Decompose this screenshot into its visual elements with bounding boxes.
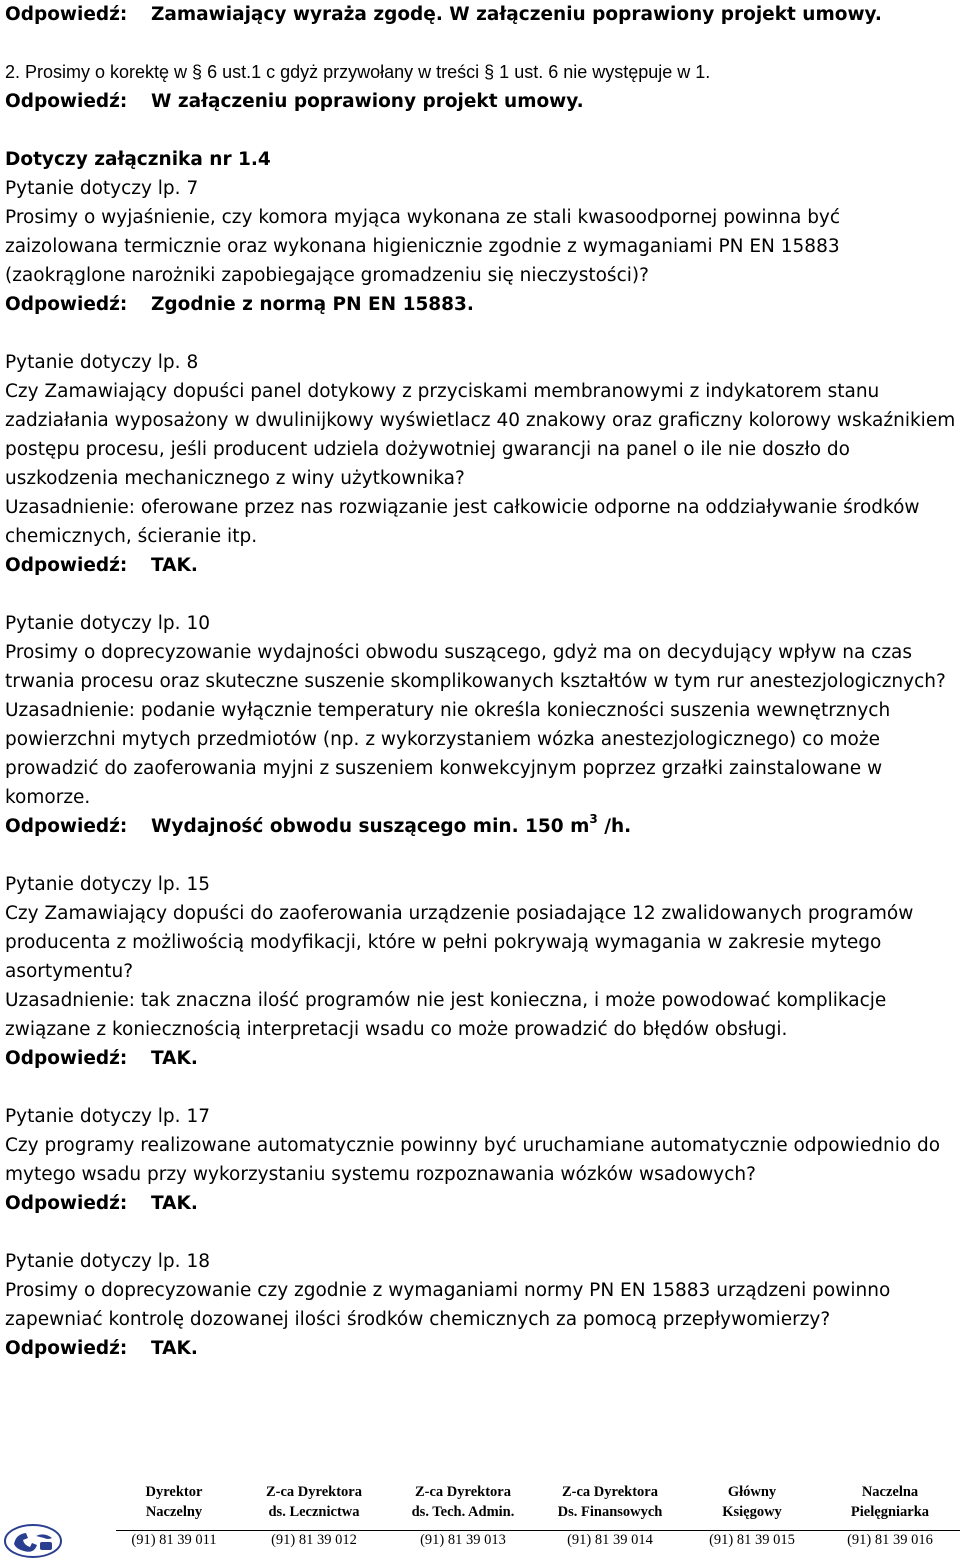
answer-line [5, 1189, 955, 1218]
question-heading: Pytanie dotyczy lp. 17 [5, 1106, 210, 1127]
answer-text: Zgodnie z normą PN EN 15883. [151, 294, 474, 315]
question-text: asortymentu? [5, 961, 134, 982]
footer-column-pielegniarka [834, 1482, 946, 1549]
answer-text: Zamawiający wyraża zgodę. W załączeniu poprawiony projekt umowy. [151, 4, 882, 25]
section-heading: Dotyczy załącznika nr 1.4 [5, 149, 271, 170]
question-text: Prosimy o doprecyzowanie wydajności obwodu suszącego, gdyż ma on decydujący wpływ na czas [5, 642, 913, 663]
footer-phone: (91) 81 39 015 [709, 1532, 795, 1548]
question-text: 2. Prosimy o korektę w § 6 ust.1 c gdyż przywołany w treści § 1 ust. 6 nie występuje w 1. [5, 62, 711, 82]
answer-label: Odpowiedź: [5, 91, 128, 112]
question-heading: Pytanie dotyczy lp. 10 [5, 613, 210, 634]
question-text: (zaokrąglone narożniki zapobiegające gromadzeniu się nieczystości)? [5, 265, 649, 286]
footer-title: Naczelna [861, 1484, 919, 1500]
question-text: zadziałania wyposażony w dwulinijkowy wyświetlacz 40 znakowy oraz graficzny kolorowy wskaźnikiem [5, 410, 956, 431]
question-heading: Pytanie dotyczy lp. 8 [5, 352, 199, 373]
footer-column-tech-admin [402, 1482, 524, 1549]
letterhead-footer [0, 1482, 960, 1562]
phone-icon [4, 1524, 62, 1558]
footer-phone: (91) 81 39 013 [420, 1532, 506, 1548]
footer-title: Naczelny [145, 1504, 203, 1520]
question-text: Czy Zamawiający dopuści do zaoferowania urządzenie posiadające 12 zwalidowanych programów [5, 903, 914, 924]
footer-phone: (91) 81 39 016 [847, 1532, 933, 1548]
footer-column-dyrektor [118, 1482, 230, 1549]
footer-title: ds. Tech. Admin. [411, 1504, 515, 1520]
footer-title: Ds. Finansowych [557, 1504, 663, 1520]
question-heading: Pytanie dotyczy lp. 18 [5, 1251, 210, 1272]
question-text: mytego wsadu przy wykorzystaniu systemu rozpoznawania wózków wsadowych? [5, 1164, 756, 1185]
question-text: Czy Zamawiający dopuści panel dotykowy z przyciskami membranowymi z indykatorem stanu [5, 381, 880, 402]
answer-line [5, 812, 955, 841]
footer-title: Księgowy [722, 1504, 782, 1520]
answer-label: Odpowiedź: [5, 1048, 128, 1069]
answer-text-unit: /h. [597, 816, 632, 837]
question-text: Prosimy o doprecyzowanie czy zgodnie z wymaganiami normy PN EN 15883 urządzeni powinno [5, 1280, 891, 1301]
footer-phone: (91) 81 39 011 [131, 1532, 217, 1548]
answer-label: Odpowiedź: [5, 816, 128, 837]
question-heading: Pytanie dotyczy lp. 15 [5, 874, 210, 895]
justification-text: prowadzić do zaoferowania myjni z suszeniem konwekcyjnym poprzez grzałki zainstalowane w [5, 758, 883, 779]
footer-title: Z-ca Dyrektora [415, 1484, 511, 1500]
answer-label: Odpowiedź: [5, 1338, 128, 1359]
answer-text: TAK. [151, 1193, 198, 1214]
justification-text: związane z koniecznością interpretacji wsadu co może prowadzić do błędów obsługi. [5, 1019, 788, 1040]
question-text: zapewniać kontrolę dozowanej ilości środków chemicznych za pomocą przepływomierzy? [5, 1309, 831, 1330]
question-text: Czy programy realizowane automatycznie powinny być uruchamiane automatycznie odpowiednio do [5, 1135, 941, 1156]
footer-column-lecznictwa [256, 1482, 372, 1549]
answer-line [5, 1334, 955, 1363]
footer-column-finansowych [548, 1482, 672, 1549]
answer-line [5, 290, 955, 319]
justification-text: chemicznych, ścieranie itp. [5, 526, 258, 547]
justification-text: Uzasadnienie: tak znaczna ilość programów nie jest konieczna, i może powodować komplikacje [5, 990, 887, 1011]
footer-phone: (91) 81 39 012 [271, 1532, 357, 1548]
answer-label: Odpowiedź: [5, 4, 128, 25]
footer-title: ds. Lecznictwa [268, 1504, 360, 1520]
answer-text: TAK. [151, 1338, 198, 1359]
justification-text: Uzasadnienie: podanie wyłącznie temperatury nie określa konieczności suszenia wewnętrznych [5, 700, 891, 721]
document-body [5, 0, 955, 1363]
answer-line [5, 87, 955, 116]
footer-title: Z-ca Dyrektora [266, 1484, 362, 1500]
question-text: Prosimy o wyjaśnienie, czy komora myjąca wykonana ze stali kwasoodpornej powinna być [5, 207, 841, 228]
answer-line [5, 551, 955, 580]
answer-text: TAK. [151, 1048, 198, 1069]
justification-text: powierzchni mytych przedmiotów (np. z wykorzystaniem wózka anestezjologicznego) co może [5, 729, 880, 750]
answer-line [5, 1044, 955, 1073]
answer-text: W załączeniu poprawiony projekt umowy. [151, 91, 584, 112]
justification-text: Uzasadnienie: oferowane przez nas rozwiązanie jest całkowicie odporne na oddziaływanie środków [5, 497, 920, 518]
question-text: zaizolowana termicznie oraz wykonana higienicznie zgodnie z wymaganiami PN EN 15883 [5, 236, 840, 257]
justification-text: komorze. [5, 787, 91, 808]
answer-label: Odpowiedź: [5, 1193, 128, 1214]
answer-text: Wydajność obwodu suszącego min. 150 m [151, 816, 590, 837]
footer-title: Pielęgniarka [850, 1504, 930, 1520]
question-heading: Pytanie dotyczy lp. 7 [5, 178, 199, 199]
footer-column-ksiegowy [696, 1482, 808, 1549]
answer-label: Odpowiedź: [5, 294, 128, 315]
question-text: producenta z możliwością modyfikacji, które w pełni pokrywają wymagania w zakresie mytego [5, 932, 882, 953]
answer-line [5, 0, 955, 29]
footer-title: Dyrektor [145, 1484, 203, 1500]
footer-phone: (91) 81 39 014 [567, 1532, 653, 1548]
question-text: postępu procesu, jeśli producent udziela dożywotniej gwarancji na panel o ile nie doszło do [5, 439, 850, 460]
question-text: uszkodzenia mechanicznego z winy użytkownika? [5, 468, 465, 489]
answer-label: Odpowiedź: [5, 555, 128, 576]
question-text: trwania procesu oraz skuteczne suszenie skomplikowanych kształtów w tym rur anestezjologicznych? [5, 671, 946, 692]
footer-title: Z-ca Dyrektora [562, 1484, 658, 1500]
superscript: 3 [589, 811, 598, 826]
answer-text: TAK. [151, 555, 198, 576]
footer-title: Główny [727, 1484, 777, 1500]
